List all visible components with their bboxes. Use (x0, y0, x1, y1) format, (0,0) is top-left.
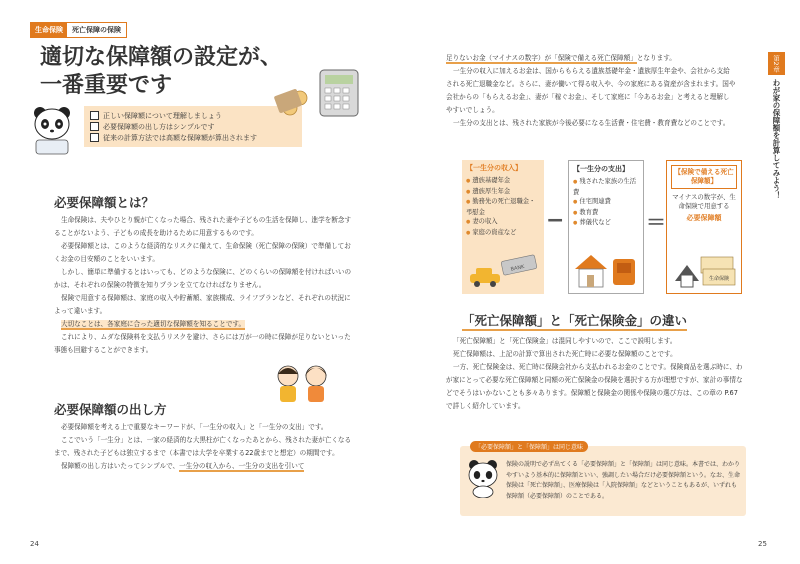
paragraph: 生命保険は、夫やひとり親が亡くなった場合、残された妻や子どもの生活を保障し、進学を断念することがないよう、子どもの成長を助けるために用意するものです。 (54, 216, 352, 237)
list-item: ● 妻の収入 (466, 217, 540, 228)
list-item: ● 住宅関連費 (573, 197, 639, 208)
section2-body (54, 421, 356, 473)
section3-body (446, 335, 746, 413)
paragraph: ここでいう「一生分」とは、一家の経済的な大黒柱が亡くなったあとから、残された妻が亡くなるまで、残された子どもは独立するまで（本書では大学を卒業する22歳までと想定）の期間です。 (54, 436, 352, 457)
paragraph: 一生分の支出とは、残された家族が今後必要になる生活費・住宅費・教育費などのことです。 (453, 119, 730, 127)
checkbox-icon (90, 133, 99, 142)
expense-list (573, 177, 639, 229)
paragraph: 保障額の出し方はいたってシンプルで、一生分の収入から、一生分の支出を引いて (61, 462, 305, 470)
checkbox-icon (90, 111, 99, 120)
chapter-side-tab (768, 52, 786, 222)
list-item: ● 家庭の資産など (466, 228, 540, 239)
minus-sign: − (546, 208, 565, 233)
section1-body (54, 214, 356, 357)
bank-label: BANK (510, 263, 526, 273)
note-body: 保険の説明で必ず出てくる「必要保障額」と「保障額」は同じ意味。本書では、わかりやすいよう基本的に保障額といい、強調したい場合だけ必要保障額という。なお、生命保険は「死亡保障額」、医療保険は「入院保障額」などということもあるが、いずれも保障額（必要保障額）のことである。 (506, 461, 741, 500)
paragraph: 必要保障額を考える上で重要なキーワードが、「一生分の収入」と「一生分の支出」です。 (61, 423, 328, 431)
list-item: ● 勤務先の死亡退職金・弔慰金 (466, 197, 540, 217)
section-heading-required-amount: 必要保障額とは？ (54, 195, 155, 210)
paragraph: これにより、ムダな保険料を支払うリスクを避け、さらには万が一の時に保障が足りないといった事態も回避することができます。 (54, 333, 351, 354)
paragraph: 一方、死亡保険金は、死亡時に保険会社から支払われるお金のことです。保険商品を選ぶ時に、わが家にとって必要な死亡保障額と同額の死亡保険金の保険を選択する方が理想ですが、家計の事情などでそうはいかないことも多々あります。保障額と保険金の関係や保険の選び方は、この章の P.67 で詳しく紹介しています。 (446, 363, 743, 410)
list-item: ● 残された家族の生活費 (573, 177, 639, 197)
house-bag-illustration (573, 249, 641, 291)
paragraph: 足りないお金（マイナスの数字）が「保険で備える死亡保障額」となります。 (446, 54, 676, 62)
paragraph: 一生分の収入に加えるお金は、国からもらえる遺族基礎年金・遺族厚生年金や、会社から支給される死亡退職金など。さらに、妻が働いて得る収入や、今の家庭にある資産が含まれます。国や会社からの「もらえるお金」、妻が「稼ぐお金」、そして家庭に「今あるお金」と考えると理解しやすいでしょう。 (446, 67, 736, 114)
title-line-2: 一番重要です (40, 73, 173, 98)
income-title: 【一生分の収入】 (466, 164, 522, 172)
money-illustration (671, 251, 737, 289)
result-strong: 必要保障額 (686, 214, 722, 222)
page-title (40, 44, 282, 100)
expense-box (568, 160, 644, 294)
income-box (462, 160, 544, 294)
title-line-1: 適切な保障額の設定が、 (40, 45, 283, 70)
panda-reading-illustration (30, 104, 74, 156)
tag-subject: 死亡保障の保険 (67, 23, 126, 37)
result-box (666, 160, 742, 294)
highlighted-text: 大切なことは、各家庭に合った適切な保障額を知ることです。 (61, 320, 246, 328)
calculator-coins-illustration (270, 62, 380, 124)
checklist-item: 正しい保障額について理解しましょう (90, 110, 296, 121)
paragraph: 保険で用意する保障額は、家庭の収入や貯蓄額、家族構成、ライフプランなど、それぞれの状況によって違います。 (54, 294, 351, 315)
chapter-label: 第2章 (768, 52, 785, 75)
checkbox-icon (90, 122, 99, 131)
family-illustration (272, 362, 336, 402)
paragraph: 死亡保障額は、上記の計算で算出された死亡時に必要な保障額のことです。 (453, 350, 677, 358)
list-item: ● 遺族基礎年金 (466, 176, 540, 187)
expense-title: 【一生分の支出】 (573, 165, 629, 173)
section-tag (30, 22, 127, 38)
list-item: ● 教育費 (573, 208, 639, 219)
paragraph: 必要保障額とは、このような経済的なリスクに備えて、生命保険（死亡保障の保険）で準備しておくお金の目安額のことをいいます。 (54, 242, 351, 263)
income-list (466, 176, 540, 238)
result-body: マイナスの数字が、生命保険で用意する (672, 193, 736, 210)
section-heading-how-to-calc: 必要保障額の出し方 (54, 402, 167, 417)
money-label: 生命保険 (709, 276, 730, 282)
note-label: 「必要保障額」と「保障額」は同じ意味 (470, 441, 588, 452)
list-item: ● 遺族厚生年金 (466, 187, 540, 198)
tag-category: 生命保険 (31, 23, 67, 37)
right-intro (446, 52, 736, 130)
list-item: ● 葬儀代など (573, 218, 639, 229)
result-title: 【保険で備える死亡保障額】 (671, 165, 737, 189)
car-bank-illustration (466, 254, 540, 290)
page-number-right: 25 (758, 540, 767, 548)
checklist-item: 従来の計算方法では高額な保障額が算出されます (90, 132, 296, 143)
highlight-paragraph (54, 318, 356, 331)
panda-icon (466, 458, 500, 498)
checklist-item: 必要保障額の出し方はシンプルです (90, 121, 296, 132)
section-heading-difference: 「死亡保障額」と「死亡保険金」の違い (462, 311, 687, 331)
equals-sign: ＝ (646, 210, 666, 234)
page-number-left: 24 (30, 540, 39, 548)
note-box (460, 446, 746, 516)
chapter-text: わが家の保障額を計算してみよう！ (772, 79, 781, 200)
paragraph: しかし、簡単に準備するとはいっても、どのような保険に、どのくらいの保障額を付ければいいのかは、それぞれの保険の特徴を知りプランを立てなければなりません。 (54, 268, 352, 289)
paragraph: 「死亡保障額」と「死亡保険金」は混同しやすいので、ここで説明します。 (453, 337, 677, 345)
